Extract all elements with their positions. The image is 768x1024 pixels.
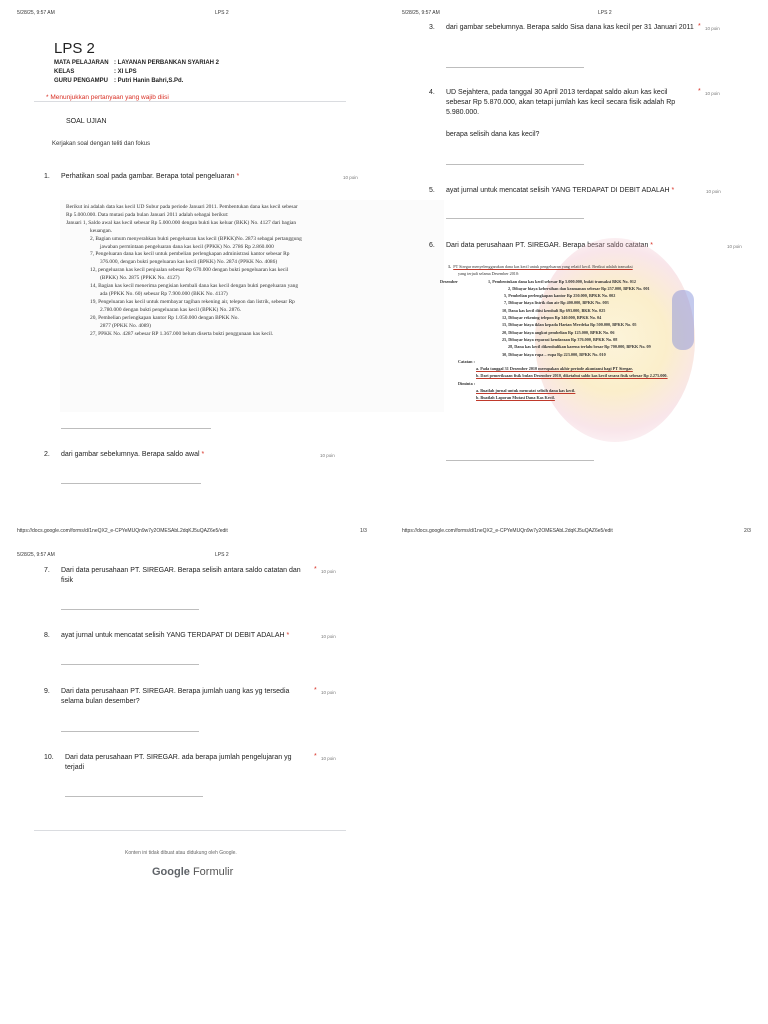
q1-question: Perhatikan soal pada gambar. Berapa total pengeluaran * bbox=[61, 173, 240, 180]
required-star: * bbox=[698, 23, 701, 30]
divider bbox=[34, 101, 346, 102]
page2-footer-page: 2/3 bbox=[744, 528, 751, 534]
footer-divider bbox=[34, 830, 346, 831]
page3-header-title: LPS 2 bbox=[215, 552, 229, 558]
q3-number: 3. bbox=[429, 24, 435, 31]
q7-question: Dari data perusahaan PT. SIREGAR. Berapa selisih antara saldo catatan dan fisik bbox=[61, 567, 301, 584]
page2-header-title: LPS 2 bbox=[598, 10, 612, 16]
google-forms-logo[interactable]: Google Formulir bbox=[152, 866, 234, 878]
q9-question: Dari data perusahaan PT. SIREGAR. Berapa jumlah uang kas yg tersedia selama bulan desember? bbox=[61, 688, 290, 705]
meta-row-teacher: GURU PENGAMPU : Putri Hanin Bahri,S.Pd. bbox=[54, 78, 184, 84]
page1-datetime: 5/28/25, 9:57 AM bbox=[17, 10, 55, 16]
q10-question: Dari data perusahaan PT. SIREGAR. ada berapa jumlah pengelujaran yg terjadi bbox=[65, 754, 292, 771]
meta-row-class: KELAS : XI LPS bbox=[54, 69, 137, 75]
required-star: * bbox=[314, 566, 317, 573]
meta-row-subject: MATA PELAJARAN : LAYANAN PERBANKAN SYARIAH 2 bbox=[54, 60, 220, 66]
q6-problem-image: 1. PT Siregar menyelenggarakan dana kas kecil untuk pengeluaran yang relatif kecil. Berikut adalah transaksi yang terjadi selama Desember 2010: Desember 1, Pembentukan dana kas kecil sebesar Rp 5.000.000, bukti transaksi BKK No. 012 2, Dibayar biaya kebersihan dan keamanan sebesar Rp 257.000, BPKK No. 001 5, Pembelian perlengkapan kantor Rp 250.000, BPKK No. 002 7, Dibayar biaya listrik dan air Rp 400.000, BPKK No. 003 10, Dana kas kecil diisi kembali Rp 693.000, BKK No. 025 12, Dibayar rekening telepon Rp 340.000, BPKK No. 04 15, Dibayar biaya iklan kepada Harian Merdeka Rp 500.000, BPKK No. 05 20, Dibayar biaya angkut pembelian Rp 125.000, BPKK No. 06 25, Dibayar biaya reparasi kendaraan Rp 376.000, BPKK No. 08 28, Dana kas kecil dikembalikan karena terlalu besar Rp 700.000, BPKK No. 09 30, Dibayar biaya rupa – rupa Rp 223.000, BPKK No. 010 Catatan : a. Pada tanggal 31 Desember 2010 merupakan akhir periode akuntansi bagi PT Siregar. b. Dari pemeriksaan fisik bulan Desember 2010, diketahui saldo kas kecil secara fisik sebesar Rp 2.275.000. Diminta : a. Buatlah jurnal untuk mencatat selisih dana kas kecil. b. Buatlah Laporan Mutasi Dana Kas Kecil. bbox=[440, 264, 668, 401]
q2-number: 2. bbox=[44, 451, 50, 458]
q7-number: 7. bbox=[44, 567, 50, 574]
q8-answer-field[interactable] bbox=[61, 664, 199, 665]
required-star: * bbox=[314, 687, 317, 694]
page1-footer-url[interactable]: https://docs.google.com/forms/d/1neQX2_e-CPYeMUQn9w7y2OMESAbL2dqKJ5uQAZ6e5/edit bbox=[17, 528, 228, 534]
q4-question: UD Sejahtera, pada tanggal 30 April 2013 terdapat saldo akun kas kecil sebesar Rp 5.870.000, akan tetapi jumlah kas kecil secara fisik adalah Rp 5.980.000. bbox=[446, 89, 676, 116]
q9-points: 10 poin bbox=[321, 690, 336, 695]
q8-points: 10 poin bbox=[321, 634, 336, 639]
required-star: * bbox=[314, 753, 317, 760]
q9-number: 9. bbox=[44, 688, 50, 695]
q1-answer-field[interactable] bbox=[61, 428, 211, 429]
required-star: * bbox=[650, 242, 654, 249]
q4-points: 10 poin bbox=[705, 91, 720, 96]
q8-number: 8. bbox=[44, 632, 50, 639]
page2-footer-url[interactable]: https://docs.google.com/forms/d/1neQX2_e-CPYeMUQn9w7y2OMESAbL2dqKJ5uQAZ6e5/edit bbox=[402, 528, 613, 534]
q3-answer-field[interactable] bbox=[446, 67, 584, 68]
q6-number: 6. bbox=[429, 242, 435, 249]
q7-points: 10 poin bbox=[321, 569, 336, 574]
q9-answer-field[interactable] bbox=[61, 731, 199, 732]
q2-question: dari gambar sebelumnya. Berapa saldo awal * bbox=[61, 451, 205, 458]
page2-datetime: 5/28/25, 9:57 AM bbox=[402, 10, 440, 16]
q8-question: ayat jurnal untuk mencatat selisih YANG TERDAPAT DI DEBIT ADALAH * bbox=[61, 632, 290, 639]
q4-number: 4. bbox=[429, 89, 435, 96]
q6-question: Dari data perusahaan PT. SIREGAR. Berapa besar saldo catatan * bbox=[446, 242, 654, 249]
q4-subquestion: berapa selisih dana kas kecil? bbox=[446, 131, 540, 138]
page3-datetime: 5/28/25, 9:57 AM bbox=[17, 552, 55, 558]
required-star: * bbox=[201, 451, 205, 458]
q5-question: ayat jurnal untuk mencatat selisih YANG TERDAPAT DI DEBIT ADALAH * bbox=[446, 187, 675, 194]
q2-points: 10 poin bbox=[320, 453, 335, 458]
q10-points: 10 poin bbox=[321, 756, 336, 761]
required-star: * bbox=[286, 632, 290, 639]
q3-question: dari gambar sebelumnya. Berapa saldo Sisa dana kas kecil per 31 Januari 2011 bbox=[446, 24, 694, 31]
q2-answer-field[interactable] bbox=[61, 483, 201, 484]
q5-points: 10 poin bbox=[706, 189, 721, 194]
page1-header-title: LPS 2 bbox=[215, 10, 229, 16]
q10-number: 10. bbox=[44, 754, 54, 761]
required-note: * Menunjukkan pertanyaan yang wajib diisi bbox=[46, 94, 169, 101]
section-description: Kerjakan soal dengan teliti dan fokus bbox=[52, 141, 151, 147]
q1-points: 10 poin bbox=[343, 175, 358, 180]
required-star: * bbox=[698, 88, 701, 95]
form-title: LPS 2 bbox=[54, 40, 95, 57]
disclaimer: Konten ini tidak dibuat atau didukung oleh Google. bbox=[125, 850, 237, 856]
q4-answer-field[interactable] bbox=[446, 164, 584, 165]
required-star: * bbox=[236, 173, 240, 180]
q7-answer-field[interactable] bbox=[61, 609, 199, 610]
q1-number: 1. bbox=[44, 173, 50, 180]
q10-answer-field[interactable] bbox=[65, 796, 203, 797]
q5-number: 5. bbox=[429, 187, 435, 194]
form-meta bbox=[54, 59, 219, 86]
q6-answer-field[interactable] bbox=[446, 460, 594, 461]
q3-points: 10 poin bbox=[705, 26, 720, 31]
required-star: * bbox=[671, 187, 675, 194]
q6-points: 10 poin bbox=[727, 244, 742, 249]
q1-problem-image: Berikut ini adalah data kas kecil UD Subur pada periode Januari 2011. Pembentukan dana kas kecil sebesar Rp 5.000.000. Data mutasi pada bulan Januari 2011 adalah sebagai berikut: Januari 1, Saldo awal kas kecil sebesar Rp 5.000.000 dengan bukti kas keluar (BKK) No. 4127 dari bagian keuangan. 2, Bagian umum menyerahkan bukti pengeluaran kas kecil (BPKK)No. 2873 sebagai pertanggung jawaban permintaan pengeluaran dana kas kecil (PPKK) No. 2786 Rp 2.860.000 7, Pengeluaran dana kas kecil untuk pembelian perlengkapan administrasi kantor sebesar Rp 376.000, dengan bukti pengeluaran kas kecil (BPKK) No. 2874 (PPKK No. 4086) 12, pengeluaran kas kecil penjualan sebesar Rp 670.000 dengan bukti pengeluaran kas kecil (BPKK) No. 2875 (PPKK No. 4127) 14, Bagian kas kecil menerima pengisian kembali dana kas kecil dengan bukti pengeluaran yang ada (PPKK No. 60) sebesar Rp 7.900.000 (BKK No. 4137) 19, Pengeluaran kas kecil untuk membayar tagihan rekening air, telepon dan listrik, sebesar Rp 2.780.000 dengan bukti pengeluaran kas kecil (BPKK) No. 2876. 20, Pembelian perlengkapan kantor Rp 1.050.000 dengan BPKK No. 2877 (PPKK No. 4089) 27, PPKK No. 4287 sebesar RP 1.367.000 belum diserta bukti penggunaan kas kecil. bbox=[60, 200, 444, 412]
q5-answer-field[interactable] bbox=[446, 218, 584, 219]
section-title: SOAL UJIAN bbox=[66, 118, 107, 125]
page1-footer-page: 1/3 bbox=[360, 528, 367, 534]
